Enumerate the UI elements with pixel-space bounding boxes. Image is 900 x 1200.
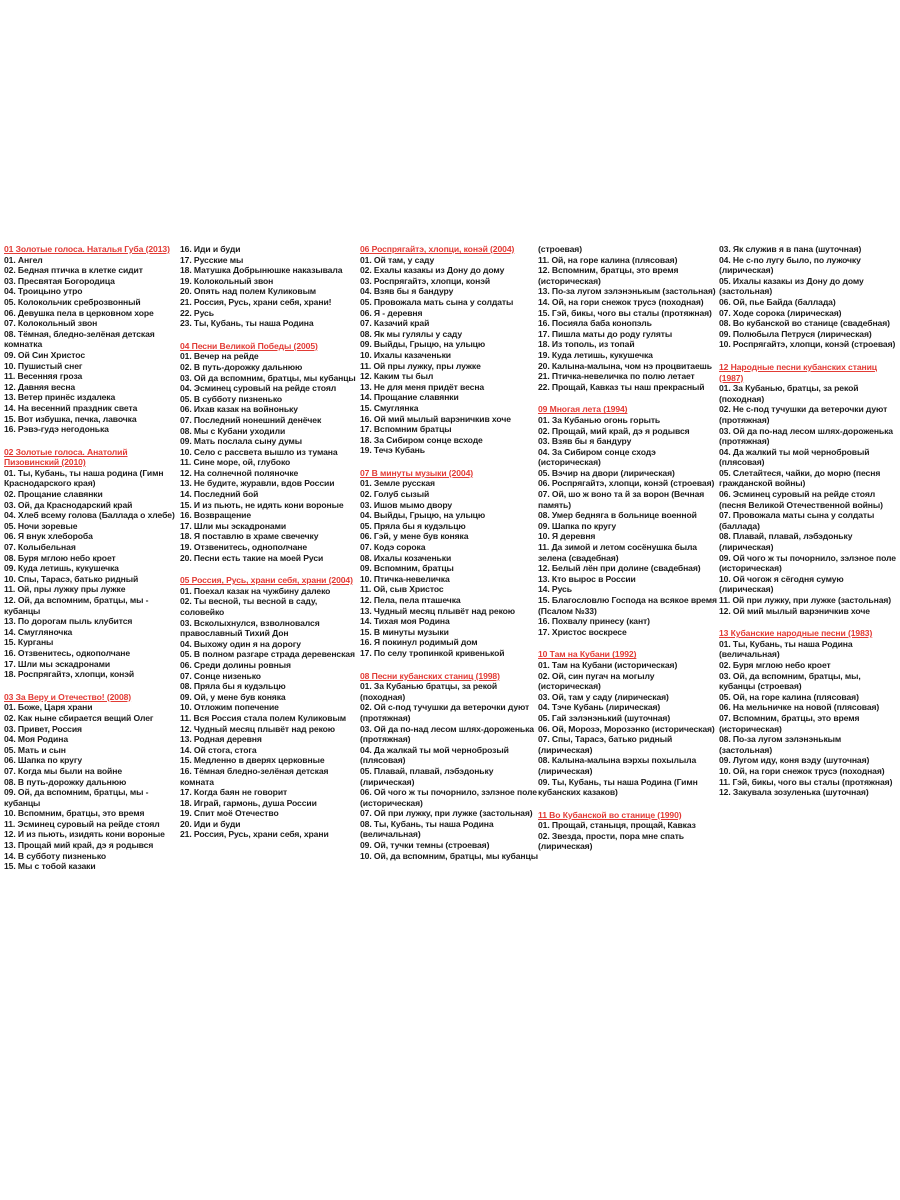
track-item: 19. Куда летишь, кукушечка — [538, 349, 653, 360]
track-item: 09. Мать послала сыну думы — [180, 436, 303, 447]
track-item: 04. Хлеб всему голова (Баллада о хлебе) — [4, 510, 175, 521]
track-item: 05. Ночи зоревые — [4, 520, 78, 531]
track-item: 11. Гэй, бикы, чого вы сталы (протяжная) — [719, 776, 893, 787]
track-item: 17. Шли мы эскадронами — [180, 520, 287, 531]
track-item: 06. Шапка по кругу — [4, 755, 83, 766]
track-item: 12. Пела, пела пташечка — [360, 595, 461, 605]
track-item: 13. По-за лугом зэлэнэнькым (застольная) — [538, 286, 716, 297]
track-item: 09. Лугом иду, коня вэду (шуточная) — [719, 755, 870, 766]
track-item: 03. Роспрягайтэ, хлопци, конэй — [360, 275, 491, 286]
track-item: 01. За Кубанью, братцы, за рекой (походная) — [719, 383, 859, 404]
album-title: 10 Там на Кубани (1992) — [538, 649, 637, 660]
track-item: 22. Русь — [180, 307, 214, 318]
track-item: 07. Ой при лужку, при лужке (застольная) — [360, 808, 533, 819]
track-item: 15. Благословлю Господа на всякое время (Псалом №33) — [538, 595, 717, 616]
track-item: 17. Христос воскресе — [538, 626, 627, 637]
track-item: 21. Россия, Русь, храни себя, храни! — [180, 296, 332, 307]
track-item: 07. Провожала маты сына у солдаты (баллада) — [719, 510, 875, 531]
track-item: 13. Не будите, журавли, вдов России — [180, 478, 335, 489]
track-item: 17. Вспомним братцы — [360, 424, 452, 435]
track-item: 07. Колокольный звон — [4, 318, 98, 329]
track-item: 03. Ой, да вспомним, братцы, мы, кубанцы (строевая) — [719, 670, 861, 692]
track-item: 09. Куда летишь, кукушечка — [4, 563, 119, 574]
track-item: 03. Привет, Россия — [4, 723, 82, 734]
track-item: 12. Закувала зозуленька (шуточная) — [719, 787, 869, 798]
track-item: 09. Полюбыла Петруся (лирическая) — [719, 328, 872, 339]
track-item: 06. Роспрягайтэ, хлопци, конэй (строевая) — [538, 478, 715, 489]
track-item: 13. Родная деревня — [180, 734, 262, 745]
track-item: 02. Ой с-под тучушки да ветерочки дуют (протяжная) — [360, 702, 530, 723]
track-item: 16. Тёмная бледно-зелёная детская комната — [180, 765, 329, 787]
album-section — [4, 447, 180, 680]
track-item: 11. Ой пры лужку, пры лужке — [360, 360, 481, 371]
album-section — [538, 404, 719, 637]
track-item: 14. Тихая моя Родина — [360, 616, 450, 627]
track-item: 10. Роспрягайтэ, хлопци, конэй (строевая) — [719, 339, 896, 350]
album-section — [538, 244, 719, 392]
track-item: 04. Выйды, Грыцю, на улыцю — [360, 510, 486, 521]
track-item: 09. Ой, у мене був коняка — [180, 691, 286, 702]
track-item: 13. По дорогам пыль клубится — [4, 616, 133, 627]
track-item: 15. Вот избушка, печка, лавочка — [4, 413, 137, 424]
track-item: 08. Калына-малына вэрхы похылыла (лирическая) — [538, 755, 697, 776]
track-item: 03. Пресвятая Богородица — [4, 275, 115, 286]
track-item: 09. Вспомним, братцы — [360, 563, 454, 574]
album-title: 03 За Веру и Отечество! (2008) — [4, 691, 132, 702]
album-section — [719, 628, 896, 798]
track-item: 20. Иди и буди — [180, 818, 241, 829]
album-section — [538, 649, 719, 797]
track-item: 01. Поехал казак на чужбину далеко — [180, 585, 331, 596]
track-item: 15. Смуглянка — [360, 402, 419, 413]
track-item: 13. Прощай мий край, дэ я родывся — [4, 840, 154, 851]
track-item: 03. Як служив я в пана (шуточная) — [719, 244, 862, 254]
track-item: 07. Ой, шо ж воно та й за ворон (Вечная память) — [538, 489, 705, 510]
column-4 — [538, 244, 719, 884]
track-item: 01. Ты, Кубань, ты наша Родина (величальная) — [719, 638, 853, 660]
track-item: 05. Пряла бы я кудэльцю — [360, 520, 466, 531]
track-item: 07. Последний нонешний денёчек — [180, 414, 322, 425]
track-item: 07. Спы, Тарасэ, батько ридный (лирическая) — [538, 734, 673, 755]
track-item: 03. Ишов мымо двору — [360, 499, 453, 510]
track-item: 15. Мы с тобой казаки — [4, 861, 96, 872]
track-item: 05. Гай зэлэнэнький (шуточная) — [538, 712, 671, 723]
album-title: 02 Золотые голоса. Анатолий Пизовинский (2010) — [4, 446, 128, 468]
track-item: 05. Плавай, плавай, лэбэдоньку (лирическая) — [360, 765, 494, 787]
track-item: 09. Ой Син Христос — [4, 349, 86, 360]
track-item: 11. Ой, пры лужку пры лужке — [4, 584, 126, 595]
track-item: 01. За Кубанью братцы, за рекой (походная) — [360, 681, 498, 702]
track-item: 10. Я деревня — [538, 531, 596, 542]
track-item: 10. Птичка-невеличка — [360, 573, 450, 584]
column-3 — [360, 244, 538, 884]
track-item: 15. Курганы — [4, 637, 54, 648]
track-item: 21. Россия, Русь, храни себя, храни — [180, 829, 329, 840]
track-item: 06. Я внук хлебороба — [4, 531, 93, 542]
track-item: 14. В субботу пизненько — [4, 850, 107, 861]
track-item: 10. Ихалы казаченьки — [360, 349, 451, 360]
track-item: 04. Не с-по лугу было, по лужочку (лирическая) — [719, 254, 861, 276]
track-item: 16. Ой мий мылый варэничкив хоче — [360, 413, 511, 424]
track-item: 17. Русские мы — [180, 254, 244, 265]
track-item: 12. Ой мий мылый варэничкив хоче — [719, 605, 870, 616]
track-item: 10. Ой, да вспомним, братцы, мы кубанцы — [360, 850, 538, 861]
track-item: 20. Калына-малына, чом нэ процвитаешь — [538, 360, 712, 371]
track-item: 17. По селу тропинкой кривенькой — [360, 647, 505, 658]
track-item: 11. Да зимой и летом сосёнушка была зелена (свадебная) — [538, 542, 697, 563]
track-item: 06. Ой, пье Байда (баллада) — [719, 296, 836, 307]
track-item: 07. Когда мы были на войне — [4, 765, 122, 776]
track-item: 16. Отзвенитесь, одкополчане — [4, 647, 131, 658]
track-item: 06. Эсминец суровый на рейде стоял (песня Великой Отечественной войны) — [719, 489, 883, 510]
track-item: 16. Иди и буди — [180, 244, 241, 254]
album-section — [360, 671, 538, 862]
track-item: 14. Прощание славянки — [360, 392, 459, 403]
track-item: 08. Мы с Кубани уходили — [180, 425, 286, 436]
track-item: 12. Чудный месяц плывёт над рекою — [180, 723, 336, 734]
track-item: 15. Медленно в дверях церковные — [180, 755, 325, 766]
track-item: 02. Прощание славянки — [4, 489, 103, 500]
track-item: 07. Сонце низенько — [180, 670, 261, 681]
track-item: 05. Слетайтеся, чайки, до морю (песня гражданской войны) — [719, 467, 881, 489]
track-item: 18. За Сибиром сонце всходе — [360, 434, 483, 445]
track-item: 06. Девушка пела в церковном хоре — [4, 307, 154, 318]
track-item: 11. Сине море, ой, глубоко — [180, 457, 291, 468]
track-item: 02. Голуб сызый — [360, 489, 430, 500]
track-item: 14. Смугляночка — [4, 626, 73, 637]
track-item: 13. Чудный месяц плывёт над рекою — [360, 605, 516, 616]
album-title: 13 Кубанские народные песни (1983) — [719, 628, 873, 639]
track-item: 07. Казачий край — [360, 318, 430, 329]
track-item: 10. Отложим попечение — [180, 702, 279, 713]
track-item: 05. Мать и сын — [4, 744, 66, 755]
track-item: 01. Боже, Царя храни — [4, 702, 93, 713]
track-item: 14. На весенний праздник света — [4, 402, 138, 413]
track-item: 09. Ой, да вспомним, братцы, мы - кубанцы — [4, 787, 149, 808]
track-item: 01. Вечер на рейде — [180, 351, 259, 362]
column-1 — [4, 244, 180, 884]
track-item: 20. Опять над полем Куликовым — [180, 286, 317, 297]
album-section — [538, 810, 719, 852]
track-item: 08. По-за лугом зэлэнэнькым (застольная) — [719, 734, 842, 755]
track-item: 21. Птичка-невеличка по полю летает — [538, 371, 695, 382]
track-item: 06. Я - деревня — [360, 307, 423, 318]
track-item: 12. Белый лён при долине (свадебная) — [538, 563, 701, 574]
track-item: 23. Ты, Кубань, ты наша Родина — [180, 318, 314, 329]
album-section — [360, 244, 538, 456]
track-item: 06. Ой чого ж ты почорнило, зэлэное поле (историческая) — [360, 787, 537, 808]
track-item: 11. Ой, сыв Христос — [360, 584, 444, 595]
album-title: 01 Золотые голоса. Наталья Губа (2013) — [4, 244, 170, 254]
track-item: 08. Як мы гулялы у саду — [360, 328, 463, 339]
track-item: 01. Ты, Кубань, ты наша родина (Гимн Краснодарского края) — [4, 467, 164, 489]
track-item: 06. Ой, Морозэ, Морозэнко (историческая) — [538, 723, 715, 734]
track-item: 22. Прощай, Кавказ ты наш прекрасный — [538, 381, 705, 392]
track-item: (строевая) — [538, 244, 582, 254]
track-item: 03. Ой да по-над лесом шлях-дороженька (протяжная) — [360, 723, 534, 745]
track-item: 18. Я поставлю в храме свечечку — [180, 531, 319, 542]
track-item: 08. В путь-дорожку дальнюю — [4, 776, 127, 787]
track-item: 20. Песни есть такие на моей Руси — [180, 552, 324, 563]
track-item: 03. Ой, там у саду (лирическая) — [538, 691, 669, 702]
track-item: 02. Не с-под тучушки да ветерочки дуют (протяжная) — [719, 404, 888, 425]
track-item: 17. Когда баян не говорит — [180, 787, 288, 798]
track-item: 04. Да жалкай ты мой черноброзый (плясовая) — [360, 744, 509, 766]
track-item: 10. Ой, на гори снежок трусэ (походная) — [719, 765, 885, 776]
album-section — [719, 362, 896, 616]
track-item: 15. Гэй, бикы, чого вы сталы (протяжная) — [538, 307, 712, 318]
album-section — [4, 692, 180, 872]
track-item: 07. Кодэ сорока — [360, 542, 426, 553]
track-item: 09. Ой, тучки темны (строевая) — [360, 840, 490, 851]
track-item: 19. Течэ Кубань — [360, 445, 425, 456]
track-item: 19. Отзвенитесь, однополчане — [180, 542, 308, 553]
track-item: 10. Вспомним, братцы, это время — [4, 808, 145, 819]
track-item: 18. Играй, гармонь, душа России — [180, 797, 317, 808]
track-item: 01. Ангел — [4, 254, 43, 265]
track-item: 04. Моя Родина — [4, 734, 68, 745]
track-item: 09. Ой чого ж ты почорнило, зэлэное поле (историческая) — [719, 552, 896, 574]
track-item: 10. Село с рассвета вышло из тумана — [180, 446, 338, 457]
tracklist-sheet — [4, 244, 896, 884]
track-item: 04. Взяв бы я бандуру — [360, 286, 454, 297]
track-item: 12. Каким ты был — [360, 371, 434, 382]
track-item: 04. Эсминец суровый на рейде стоял — [180, 383, 337, 394]
track-item: 10. Спы, Тарасэ, батько ридный — [4, 573, 139, 584]
track-item: 02. Звезда, прости, пора мне спать (лирическая) — [538, 830, 684, 852]
track-item: 16. Я покинул родимый дом — [360, 637, 478, 648]
track-item: 08. Во кубанской во станице (свадебная) — [719, 318, 890, 329]
track-item: 12. На солнечной поляночке — [180, 467, 299, 478]
album-title: 09 Многая лета (1994) — [538, 404, 628, 415]
track-item: 15. И из пьють, не идять кони вороные — [180, 499, 344, 510]
track-item: 02. Ты весной, ты весной в саду, соловейко — [180, 596, 318, 617]
track-item: 08. Ихалы козаченьки — [360, 552, 452, 563]
track-item: 14. Ой стога, стога — [180, 744, 257, 755]
album-title: 12 Народные песни кубанских станиц (1987) — [719, 361, 877, 383]
track-item: 14. Ой, на гори снежок трусэ (походная) — [538, 296, 704, 307]
track-item: 05. В полном разгаре страда деревенская — [180, 649, 355, 660]
track-item: 17. Пишла маты до роду гуляты — [538, 328, 673, 339]
track-item: 08. Буря мглою небо кроет — [4, 552, 116, 563]
track-item: 14. Последний бой — [180, 489, 259, 500]
track-item: 05. Вэчир на двори (лирическая) — [538, 467, 675, 478]
track-item: 03. Взяв бы я бандуру — [538, 436, 632, 447]
track-item: 09. Ты, Кубань, ты наша Родина (Гимн кубанских казаков) — [538, 776, 698, 798]
track-item: 05. Колокольчик среброзвонный — [4, 296, 141, 307]
track-item: 04. Выхожу один я на дорогу — [180, 638, 301, 649]
track-item: 01. За Кубанью огонь горыть — [538, 414, 661, 425]
track-item: 06. Среди долины ровныя — [180, 659, 291, 670]
track-item: 01. Прощай, станыця, прощай, Кавказ — [538, 820, 696, 831]
track-item: 02. Бедная птичка в клетке сидит — [4, 265, 143, 276]
track-item: 01. Ой там, у саду — [360, 254, 435, 265]
track-item: 03. Ой, да Краснодарский край — [4, 499, 133, 510]
track-item: 04. Троицыно утро — [4, 286, 83, 297]
track-item: 10. Пушистый снег — [4, 360, 83, 371]
track-item: 08. Умер бедняга в больнице военной — [538, 510, 697, 521]
track-item: 12. Давняя весна — [4, 381, 76, 392]
album-section — [360, 468, 538, 659]
track-item: 16. Посияла баба конопэль — [538, 318, 652, 329]
album-section — [719, 244, 896, 350]
track-item: 11. Вся Россия стала полем Куликовым — [180, 712, 346, 723]
track-item: 11. Эсминец суровый на рейде стоял — [4, 818, 160, 829]
column-2 — [180, 244, 360, 884]
track-item: 17. Шли мы эскадронами — [4, 658, 111, 669]
track-item: 07. Вспомним, братцы, это время (историческая) — [719, 712, 860, 734]
track-item: 12. Ой, да вспомним, братцы, мы - кубанцы — [4, 595, 149, 616]
track-item: 18. Из тополь, из топай — [538, 339, 635, 350]
album-title: 08 Песни кубанских станиц (1998) — [360, 670, 500, 681]
track-item: 03. Ой да по-над лесом шлях-дороженька (протяжная) — [719, 425, 893, 447]
track-item: 16. Похвалу принесу (кант) — [538, 616, 650, 627]
track-item: 06. На мельничке на новой (плясовая) — [719, 702, 880, 713]
track-item: 01. Земле русская — [360, 478, 435, 489]
album-section — [180, 341, 360, 563]
album-section — [180, 575, 360, 840]
track-item: 03. Всколыхнулся, взволновался православный Тихий Дон — [180, 617, 320, 639]
track-item: 04. Да жалкий ты мой чернобровый (плясовая) — [719, 446, 870, 468]
album-title: 05 Россия, Русь, храни себя, храни (2004) — [180, 575, 353, 586]
track-item: 06. Гэй, у мене був коняка — [360, 531, 469, 542]
track-item: 04. За Сибиром сонце сходэ (историческая) — [538, 446, 656, 468]
track-item: 11. Весенняя гроза — [4, 371, 83, 382]
track-item: 11. Ой, на горе калина (плясовая) — [538, 254, 678, 265]
album-title: 07 В минуты музыки (2004) — [360, 467, 474, 478]
track-item: 02. Как ныне сбирается вещий Олег — [4, 712, 154, 723]
track-item: 03. Ой да вспомним, братцы, мы кубанцы — [180, 372, 356, 383]
track-item: 02. Буря мглою небо кроет — [719, 659, 831, 670]
track-item: 12. Вспомним, братцы, это время (историческая) — [538, 265, 679, 286]
track-item: 19. Спит моё Отечество — [180, 808, 279, 819]
track-item: 08. Тёмная, бледно-зелёная детская комнатка — [4, 328, 155, 350]
track-item: 09. Шапка по кругу — [538, 520, 617, 531]
track-item: 05. Ихалы казакы из Дону до дому (застольная) — [719, 275, 864, 297]
track-item: 11. Ой при лужку, при лужке (застольная) — [719, 595, 892, 605]
track-item: 13. Не для меня придёт весна — [360, 381, 485, 392]
track-item: 08. Пряла бы я кудэльцю — [180, 681, 286, 692]
track-item: 09. Выйды, Грыцю, на улыцю — [360, 339, 486, 350]
column-5 — [719, 244, 896, 884]
track-item: 02. Ой, син пугач на могылу (историческая) — [538, 670, 655, 692]
track-item: 05. Ой, на горе калина (плясовая) — [719, 691, 859, 702]
track-item: 01. Там на Кубани (историческая) — [538, 659, 678, 670]
track-item: 18. Матушка Добрынюшке наказывала — [180, 265, 343, 276]
track-item: 12. И из пьють, изидять кони вороные — [4, 829, 165, 840]
track-item: 13. Ветер принёс издалека — [4, 392, 116, 403]
album-section — [180, 244, 360, 329]
album-section — [4, 244, 180, 435]
track-item: 19. Колокольный звон — [180, 275, 274, 286]
track-item: 08. Ты, Кубань, ты наша Родина (величальная) — [360, 818, 494, 840]
track-item: 02. В путь-дорожку дальнюю — [180, 361, 303, 372]
track-item: 15. В минуты музыки — [360, 626, 449, 637]
album-title: 04 Песни Великой Победы (2005) — [180, 340, 318, 351]
track-item: 07. Ходе сорока (лирическая) — [719, 307, 842, 318]
track-item: 05. В субботу пизненько — [180, 393, 283, 404]
track-item: 06. Ихав казак на войноньку — [180, 404, 298, 415]
track-item: 10. Ой чогож я сёгодня сумую (лирическая) — [719, 573, 844, 595]
track-item: 04. Тэче Кубань (лирическая) — [538, 702, 661, 713]
track-item: 02. Ехалы казакы из Дону до дому — [360, 265, 505, 276]
album-title: 06 Роспрягайтэ, хлопци, конэй (2004) — [360, 244, 515, 254]
track-item: 13. Кто вырос в России — [538, 573, 636, 584]
track-item: 16. Возвращение — [180, 510, 252, 521]
track-item: 05. Провожала мать сына у солдаты — [360, 296, 514, 307]
track-item: 18. Роспрягайтэ, хлопци, конэй — [4, 669, 135, 680]
album-title: 11 Во Кубанской во станице (1990) — [538, 809, 682, 820]
track-item: 16. Рэвэ-гудэ негодонька — [4, 424, 109, 435]
track-item: 07. Колыбельная — [4, 542, 76, 553]
track-item: 02. Прощай, мий край, дэ я родывся — [538, 425, 690, 436]
track-item: 08. Плавай, плавай, лэбэдоньку (лирическая) — [719, 531, 853, 553]
track-item: 14. Русь — [538, 584, 572, 595]
